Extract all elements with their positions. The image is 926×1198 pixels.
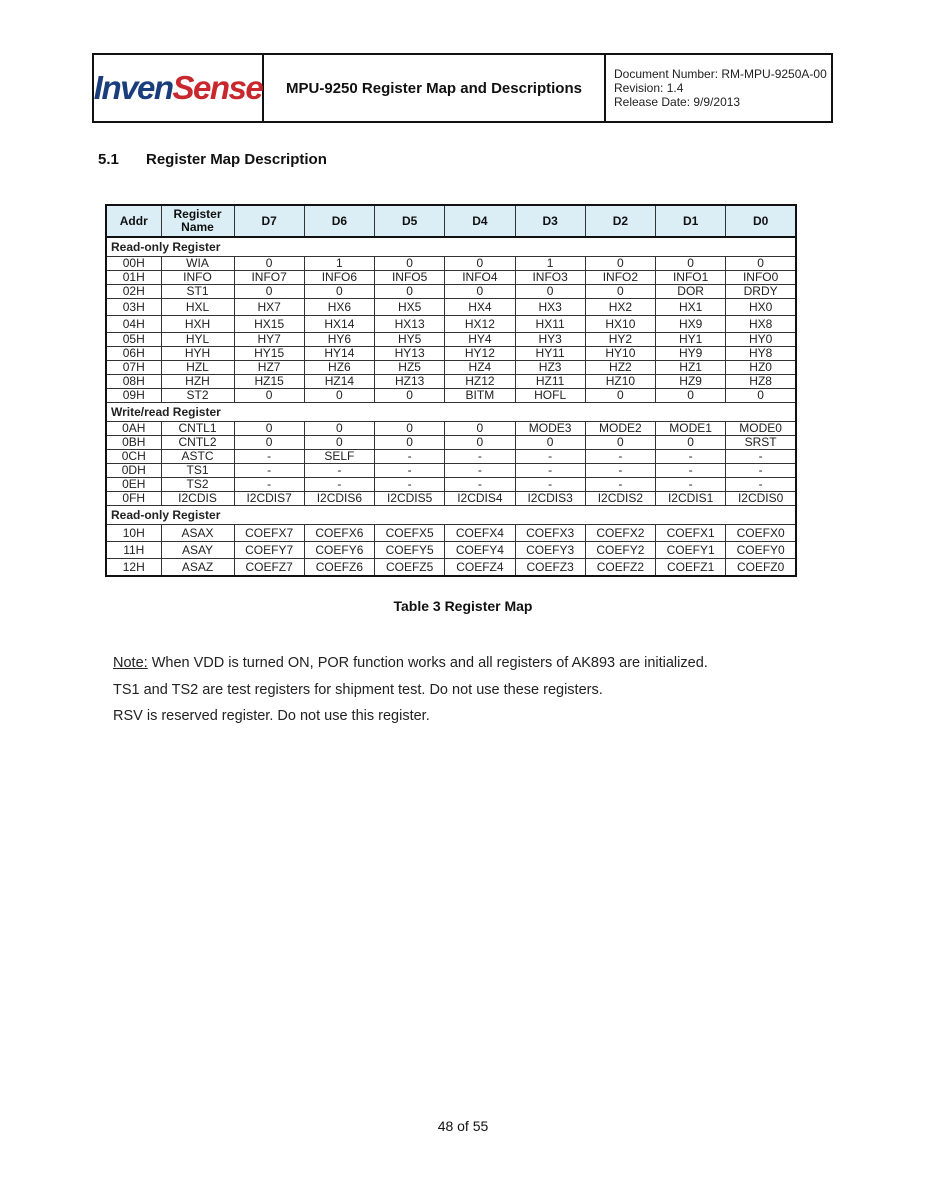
bit-cell: HZ1: [656, 361, 726, 375]
bit-cell: I2CDIS7: [234, 492, 304, 506]
group-label: Write/read Register: [106, 403, 796, 422]
bit-cell: DRDY: [726, 285, 796, 299]
bit-cell: HZ15: [234, 375, 304, 389]
bit-cell: HX12: [445, 316, 515, 333]
bit-cell: HZ4: [445, 361, 515, 375]
bit-cell: COEFY4: [445, 542, 515, 559]
bit-cell: HZ12: [445, 375, 515, 389]
bit-cell: 0: [234, 436, 304, 450]
addr-cell: 06H: [106, 347, 161, 361]
bit-cell: 0: [445, 285, 515, 299]
bit-cell: SELF: [304, 450, 374, 464]
bit-cell: I2CDIS1: [656, 492, 726, 506]
note-line-3: RSV is reserved register. Do not use this register.: [113, 708, 430, 724]
addr-cell: 09H: [106, 389, 161, 403]
bit-cell: I2CDIS4: [445, 492, 515, 506]
register-name-cell: WIA: [161, 257, 234, 271]
table-row: [106, 375, 796, 389]
bit-cell: HY3: [515, 333, 585, 347]
section-heading: [98, 151, 327, 168]
bit-cell: 0: [234, 285, 304, 299]
bit-cell: BITM: [445, 389, 515, 403]
bit-cell: COEFX7: [234, 525, 304, 542]
bit-cell: 0: [726, 257, 796, 271]
bit-cell: HX4: [445, 299, 515, 316]
table-row: [106, 422, 796, 436]
note-label: Note:: [113, 655, 148, 671]
table-row: [106, 525, 796, 542]
table-row: [106, 436, 796, 450]
register-name-cell: ASAX: [161, 525, 234, 542]
table-row: [106, 559, 796, 577]
column-header: D5: [375, 205, 445, 237]
bit-cell: HOFL: [515, 389, 585, 403]
bit-cell: HZ9: [656, 375, 726, 389]
section-title: Register Map Description: [146, 151, 327, 168]
table-row: [106, 285, 796, 299]
bit-cell: HY11: [515, 347, 585, 361]
addr-cell: 0FH: [106, 492, 161, 506]
bit-cell: COEFX1: [656, 525, 726, 542]
register-name-cell: TS1: [161, 464, 234, 478]
bit-cell: HZ5: [375, 361, 445, 375]
bit-cell: HY14: [304, 347, 374, 361]
bit-cell: 0: [234, 257, 304, 271]
bit-cell: COEFY5: [375, 542, 445, 559]
register-name-cell: ASTC: [161, 450, 234, 464]
bit-cell: COEFX5: [375, 525, 445, 542]
register-name-cell: TS2: [161, 478, 234, 492]
addr-cell: 00H: [106, 257, 161, 271]
bit-cell: COEFY3: [515, 542, 585, 559]
table-row: [106, 316, 796, 333]
bit-cell: HY13: [375, 347, 445, 361]
bit-cell: 0: [375, 422, 445, 436]
group-label: Read-only Register: [106, 506, 796, 525]
column-header: D7: [234, 205, 304, 237]
bit-cell: MODE0: [726, 422, 796, 436]
table-row: [106, 542, 796, 559]
bit-cell: HX8: [726, 316, 796, 333]
table-row: [106, 361, 796, 375]
addr-cell: 12H: [106, 559, 161, 577]
bit-cell: I2CDIS3: [515, 492, 585, 506]
bit-cell: -: [726, 450, 796, 464]
bit-cell: COEFY6: [304, 542, 374, 559]
bit-cell: HX13: [375, 316, 445, 333]
bit-cell: HZ10: [585, 375, 655, 389]
bit-cell: COEFY1: [656, 542, 726, 559]
bit-cell: -: [304, 478, 374, 492]
column-header: D0: [726, 205, 796, 237]
note-line-2: TS1 and TS2 are test registers for shipment test. Do not use these registers.: [113, 681, 603, 698]
register-name-cell: ST1: [161, 285, 234, 299]
table-row: [106, 271, 796, 285]
bit-cell: HX0: [726, 299, 796, 316]
bit-cell: COEFZ5: [375, 559, 445, 577]
bit-cell: HZ2: [585, 361, 655, 375]
register-name-cell: ST2: [161, 389, 234, 403]
bit-cell: DOR: [656, 285, 726, 299]
bit-cell: HY8: [726, 347, 796, 361]
column-header: D6: [304, 205, 374, 237]
bit-cell: INFO4: [445, 271, 515, 285]
addr-cell: 03H: [106, 299, 161, 316]
bit-cell: HY2: [585, 333, 655, 347]
bit-cell: COEFY7: [234, 542, 304, 559]
bit-cell: INFO5: [375, 271, 445, 285]
bit-cell: INFO1: [656, 271, 726, 285]
bit-cell: HX14: [304, 316, 374, 333]
bit-cell: I2CDIS6: [304, 492, 374, 506]
bit-cell: HZ13: [375, 375, 445, 389]
bit-cell: 0: [656, 436, 726, 450]
bit-cell: -: [515, 478, 585, 492]
addr-cell: 0AH: [106, 422, 161, 436]
bit-cell: COEFY0: [726, 542, 796, 559]
bit-cell: 0: [375, 257, 445, 271]
bit-cell: -: [515, 450, 585, 464]
bit-cell: 0: [726, 389, 796, 403]
bit-cell: 0: [445, 257, 515, 271]
register-map-table: [105, 204, 797, 577]
bit-cell: 1: [515, 257, 585, 271]
table-row: [106, 333, 796, 347]
bit-cell: -: [726, 478, 796, 492]
bit-cell: HY15: [234, 347, 304, 361]
bit-cell: HY12: [445, 347, 515, 361]
release-date: Release Date: 9/9/2013: [614, 95, 741, 109]
register-name-cell: HYL: [161, 333, 234, 347]
bit-cell: HZ11: [515, 375, 585, 389]
bit-cell: HX6: [304, 299, 374, 316]
bit-cell: COEFZ0: [726, 559, 796, 577]
bit-cell: HZ3: [515, 361, 585, 375]
bit-cell: HZ6: [304, 361, 374, 375]
register-name-cell: HZL: [161, 361, 234, 375]
bit-cell: HY0: [726, 333, 796, 347]
bit-cell: -: [375, 450, 445, 464]
addr-cell: 07H: [106, 361, 161, 375]
bit-cell: COEFZ1: [656, 559, 726, 577]
bit-cell: I2CDIS2: [585, 492, 655, 506]
addr-cell: 0EH: [106, 478, 161, 492]
bit-cell: COEFX0: [726, 525, 796, 542]
bit-cell: HY7: [234, 333, 304, 347]
bit-cell: 0: [445, 436, 515, 450]
bit-cell: 0: [515, 285, 585, 299]
bit-cell: 0: [656, 257, 726, 271]
table-row: [106, 299, 796, 316]
bit-cell: HY6: [304, 333, 374, 347]
bit-cell: COEFZ7: [234, 559, 304, 577]
bit-cell: 0: [445, 422, 515, 436]
bit-cell: HZ8: [726, 375, 796, 389]
register-name-cell: ASAZ: [161, 559, 234, 577]
document-meta: [606, 55, 831, 121]
bit-cell: -: [515, 464, 585, 478]
bit-cell: HX5: [375, 299, 445, 316]
table-row: [106, 464, 796, 478]
bit-cell: -: [445, 478, 515, 492]
bit-cell: -: [585, 478, 655, 492]
register-name-cell: ASAY: [161, 542, 234, 559]
bit-cell: 0: [375, 436, 445, 450]
addr-cell: 11H: [106, 542, 161, 559]
bit-cell: HZ0: [726, 361, 796, 375]
bit-cell: -: [375, 478, 445, 492]
bit-cell: COEFX6: [304, 525, 374, 542]
bit-cell: -: [656, 478, 726, 492]
group-label: Read-only Register: [106, 237, 796, 257]
register-name-cell: HXH: [161, 316, 234, 333]
addr-cell: 0CH: [106, 450, 161, 464]
bit-cell: 0: [515, 436, 585, 450]
invensense-logo: InvenSense: [93, 69, 263, 106]
bit-cell: HZ7: [234, 361, 304, 375]
table-row: [106, 257, 796, 271]
group-header-row: [106, 506, 796, 525]
bit-cell: HX7: [234, 299, 304, 316]
register-name-cell: INFO: [161, 271, 234, 285]
bit-cell: HX1: [656, 299, 726, 316]
bit-cell: MODE3: [515, 422, 585, 436]
bit-cell: 0: [304, 422, 374, 436]
bit-cell: HZ14: [304, 375, 374, 389]
bit-cell: 0: [304, 436, 374, 450]
register-name-cell: HXL: [161, 299, 234, 316]
addr-cell: 08H: [106, 375, 161, 389]
bit-cell: -: [375, 464, 445, 478]
bit-cell: I2CDIS0: [726, 492, 796, 506]
addr-cell: 04H: [106, 316, 161, 333]
column-header: D3: [515, 205, 585, 237]
bit-cell: INFO6: [304, 271, 374, 285]
bit-cell: COEFZ6: [304, 559, 374, 577]
bit-cell: HY1: [656, 333, 726, 347]
group-header-row: [106, 403, 796, 422]
bit-cell: -: [585, 450, 655, 464]
bit-cell: -: [656, 450, 726, 464]
bit-cell: HX2: [585, 299, 655, 316]
page-number: 48 of 55: [437, 1118, 489, 1134]
bit-cell: COEFZ4: [445, 559, 515, 577]
table-row: [106, 450, 796, 464]
addr-cell: 0BH: [106, 436, 161, 450]
bit-cell: INFO3: [515, 271, 585, 285]
bit-cell: HX3: [515, 299, 585, 316]
bit-cell: 0: [585, 285, 655, 299]
bit-cell: COEFZ2: [585, 559, 655, 577]
bit-cell: HY10: [585, 347, 655, 361]
table-row: [106, 478, 796, 492]
bit-cell: 0: [585, 389, 655, 403]
addr-cell: 01H: [106, 271, 161, 285]
group-header-row: [106, 237, 796, 257]
bit-cell: 1: [304, 257, 374, 271]
bit-cell: COEFZ3: [515, 559, 585, 577]
bit-cell: -: [656, 464, 726, 478]
bit-cell: INFO2: [585, 271, 655, 285]
column-header: Register Name: [161, 205, 234, 237]
bit-cell: COEFX3: [515, 525, 585, 542]
bit-cell: HY5: [375, 333, 445, 347]
addr-cell: 05H: [106, 333, 161, 347]
register-name-cell: HZH: [161, 375, 234, 389]
revision: Revision: 1.4: [614, 81, 684, 95]
bit-cell: -: [234, 478, 304, 492]
register-name-cell: I2CDIS: [161, 492, 234, 506]
bit-cell: MODE1: [656, 422, 726, 436]
document-header: [92, 53, 833, 123]
bit-cell: 0: [375, 285, 445, 299]
bit-cell: COEFX4: [445, 525, 515, 542]
bit-cell: -: [445, 450, 515, 464]
document-number: Document Number: RM-MPU-9250A-00: [614, 67, 827, 81]
bit-cell: 0: [304, 389, 374, 403]
register-name-cell: CNTL1: [161, 422, 234, 436]
bit-cell: SRST: [726, 436, 796, 450]
table-header-row: [106, 205, 796, 237]
addr-cell: 02H: [106, 285, 161, 299]
logo-cell: [94, 55, 264, 121]
column-header: Addr: [106, 205, 161, 237]
register-name-cell: HYH: [161, 347, 234, 361]
bit-cell: 0: [375, 389, 445, 403]
bit-cell: 0: [585, 257, 655, 271]
column-header: D1: [656, 205, 726, 237]
bit-cell: 0: [234, 389, 304, 403]
section-number: 5.1: [98, 151, 119, 168]
column-header: D4: [445, 205, 515, 237]
bit-cell: 0: [234, 422, 304, 436]
bit-cell: HY9: [656, 347, 726, 361]
column-header: D2: [585, 205, 655, 237]
bit-cell: 0: [585, 436, 655, 450]
bit-cell: -: [726, 464, 796, 478]
table-row: [106, 389, 796, 403]
bit-cell: HY4: [445, 333, 515, 347]
bit-cell: HX15: [234, 316, 304, 333]
bit-cell: HX11: [515, 316, 585, 333]
addr-cell: 0DH: [106, 464, 161, 478]
table-caption: Table 3 Register Map: [393, 598, 533, 614]
bit-cell: -: [304, 464, 374, 478]
bit-cell: INFO7: [234, 271, 304, 285]
bit-cell: INFO0: [726, 271, 796, 285]
document-title: MPU-9250 Register Map and Descriptions: [264, 55, 606, 121]
table-row: [106, 347, 796, 361]
bit-cell: 0: [304, 285, 374, 299]
register-name-cell: CNTL2: [161, 436, 234, 450]
bit-cell: COEFY2: [585, 542, 655, 559]
bit-cell: -: [234, 464, 304, 478]
table-row: [106, 492, 796, 506]
bit-cell: -: [445, 464, 515, 478]
notes: [113, 650, 708, 730]
bit-cell: I2CDIS5: [375, 492, 445, 506]
bit-cell: -: [585, 464, 655, 478]
bit-cell: 0: [656, 389, 726, 403]
note-line-1: Note: When VDD is turned ON, POR function works and all registers of AK893 are initialized.: [113, 655, 708, 671]
bit-cell: HX10: [585, 316, 655, 333]
bit-cell: HX9: [656, 316, 726, 333]
bit-cell: COEFX2: [585, 525, 655, 542]
bit-cell: MODE2: [585, 422, 655, 436]
addr-cell: 10H: [106, 525, 161, 542]
bit-cell: -: [234, 450, 304, 464]
